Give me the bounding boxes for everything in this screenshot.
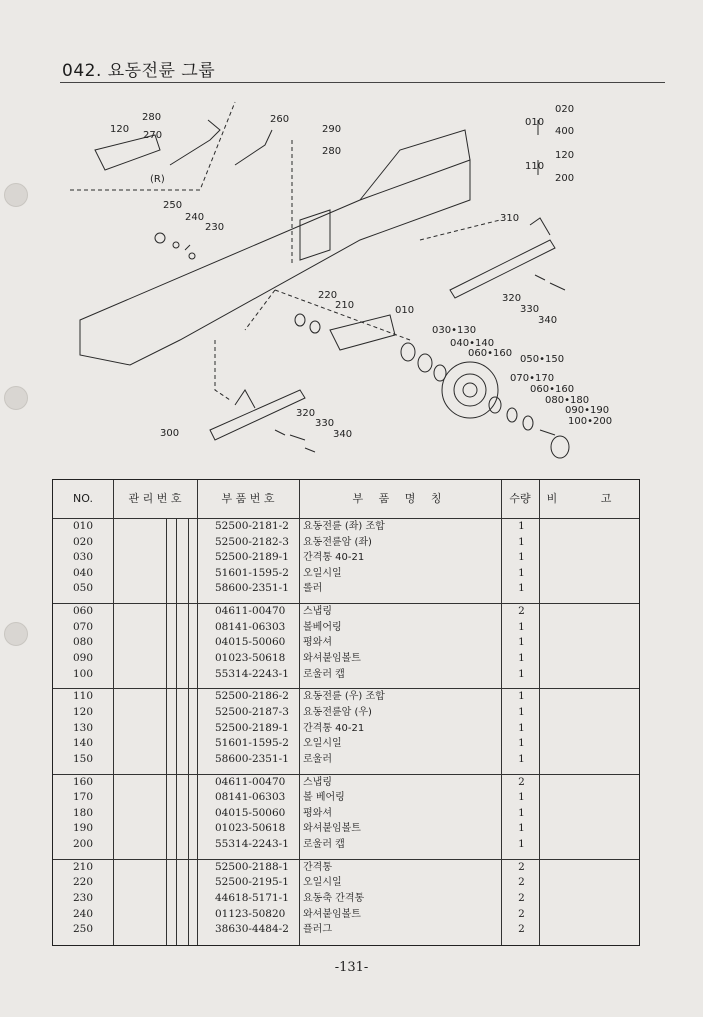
row-part-no: 52500-2189-1: [215, 551, 289, 564]
wire-part: [235, 130, 272, 165]
row-no: 030: [72, 551, 94, 564]
row-part-no: 52500-2187-3: [215, 706, 289, 718]
row-part-name: 간격통 40-21: [303, 722, 365, 734]
callout-210: 210: [335, 300, 355, 311]
row-no: 040: [72, 566, 94, 579]
row-part-name: 와셔붙임볼트: [303, 908, 361, 920]
row-part-name: 요동전륜암 (좌): [303, 536, 372, 548]
row-no: 250: [72, 923, 94, 936]
frame-beam: [80, 160, 470, 365]
callout-300: 300: [160, 428, 180, 439]
table-row: [53, 875, 639, 891]
row-qty: 1: [518, 706, 525, 718]
callout-220: 220: [318, 290, 338, 301]
swing-arm: [330, 315, 395, 350]
callout-240: 240: [185, 212, 205, 223]
row-part-name: 간격통 40-21: [303, 552, 365, 564]
row-part-no: 52500-2189-1: [215, 721, 289, 734]
row-part-no: 01023-50618: [215, 652, 286, 664]
row-part-no: 52500-2195-1: [215, 876, 289, 889]
frame-box: [300, 210, 330, 260]
page-number: -131-: [334, 960, 369, 975]
table-row: [53, 736, 639, 752]
row-part-no: 52500-2188-1: [215, 860, 289, 873]
row-part-name: 평와셔: [303, 637, 332, 649]
table-row: [53, 651, 639, 667]
callout-060-160: 060•160: [468, 348, 513, 359]
row-part-name: 요동전륜 (우) 조합: [303, 691, 385, 703]
row-no: 100: [72, 667, 94, 680]
callout-010: 010: [395, 305, 415, 316]
row-qty: 1: [518, 838, 525, 850]
row-no: 240: [72, 907, 94, 920]
row-part-no: 58600-2351-1: [215, 582, 289, 595]
row-part-no: 38630-4484-2: [215, 923, 289, 936]
assembly-020: 020: [555, 104, 575, 115]
callout-340b: 340: [333, 429, 353, 440]
row-no: 060: [72, 605, 94, 618]
row-no: 160: [72, 775, 94, 788]
row-no: 200: [72, 838, 94, 850]
callout-270: 270: [143, 130, 163, 141]
exploded-parts-diagram: [60, 90, 640, 470]
parts-table: [52, 479, 640, 946]
row-no: 210: [72, 860, 94, 873]
row-no: 120: [72, 706, 94, 718]
row-part-no: 55314-2243-1: [215, 667, 289, 680]
row-qty: 1: [518, 582, 525, 595]
callout-320b: 320: [296, 408, 316, 419]
row-no: 050: [72, 582, 94, 595]
callout-320: 320: [502, 293, 522, 304]
callout-080-180: 080•180: [545, 395, 590, 406]
row-part-name: 요동전륜 (좌) 조합: [303, 521, 385, 532]
table-row: [53, 566, 639, 582]
table-row: [53, 581, 639, 597]
table-row: [53, 705, 639, 721]
table-row: [53, 604, 639, 620]
row-qty: 1: [518, 822, 525, 835]
punch-hole: [4, 386, 28, 410]
side-label: (R): [150, 174, 165, 185]
row-part-no: 44618-5171-1: [215, 892, 289, 904]
row-no: 020: [72, 535, 94, 548]
table-row: [53, 535, 639, 551]
table-row: [53, 907, 639, 923]
row-part-no: 04611-00470: [215, 775, 286, 788]
row-qty: 2: [518, 907, 525, 920]
callout-230: 230: [205, 222, 225, 233]
callout-030-130: 030•130: [432, 325, 477, 336]
table-row: [53, 752, 639, 768]
row-no: 080: [72, 636, 94, 649]
callout-050-150: 050•150: [520, 354, 565, 365]
table-row: [53, 860, 639, 876]
table-row: [53, 519, 639, 535]
header-part-no: 부 품 번 호: [221, 492, 275, 505]
row-qty: 2: [518, 860, 525, 873]
assembly-110: 110: [525, 161, 545, 172]
row-qty: 1: [518, 721, 525, 734]
row-no: 140: [72, 737, 94, 750]
row-part-no: 55314-2243-1: [215, 838, 289, 850]
row-qty: 1: [518, 791, 525, 804]
callout-330: 330: [520, 304, 540, 315]
row-part-name: 스냅링: [303, 606, 332, 618]
row-qty: 1: [518, 652, 525, 664]
callout-280b: 280: [322, 146, 342, 157]
row-qty: 2: [518, 605, 525, 618]
row-part-name: 롤러: [303, 583, 323, 595]
row-part-no: 04015-50060: [215, 806, 286, 819]
row-part-no: 51601-1595-2: [215, 566, 289, 579]
table-row: [53, 721, 639, 737]
row-part-name: 간격통: [303, 861, 332, 873]
header-qty: 수량: [509, 492, 531, 505]
row-no: 190: [72, 822, 94, 835]
header-part-name: 부 품 명 칭: [352, 492, 448, 505]
assembly-010: 010: [525, 117, 545, 128]
bracket-310: [450, 240, 555, 298]
row-qty: 1: [518, 806, 525, 819]
row-qty: 2: [518, 892, 525, 904]
row-no: 010: [72, 520, 94, 532]
row-no: 170: [72, 791, 94, 804]
bracket-300: [210, 390, 305, 440]
row-part-name: 오일시일: [303, 877, 342, 889]
row-part-no: 52500-2182-3: [215, 535, 289, 548]
row-part-no: 08141-06303: [215, 620, 286, 633]
row-part-no: 01023-50618: [215, 822, 286, 835]
row-qty: 1: [518, 667, 525, 680]
row-qty: 1: [518, 620, 525, 633]
row-part-no: 52500-2186-2: [215, 690, 289, 703]
row-no: 130: [72, 721, 94, 734]
row-qty: 1: [518, 566, 525, 579]
row-no: 090: [72, 652, 94, 664]
title-underline: [60, 82, 665, 83]
callout-290: 290: [322, 124, 342, 135]
row-qty: 1: [518, 551, 525, 564]
table-row: [53, 635, 639, 651]
assembly-120: 120: [555, 150, 575, 161]
callout-330b: 330: [315, 418, 335, 429]
row-part-name: 볼베어링: [303, 621, 342, 633]
assembly-200: 200: [555, 173, 575, 184]
page-title: 042. 요동전륜 그룹: [62, 61, 216, 81]
row-qty: 2: [518, 775, 525, 788]
row-no: 150: [72, 752, 94, 765]
table-row: [53, 667, 639, 683]
table-row: [53, 790, 639, 806]
row-qty: 2: [518, 876, 525, 889]
row-part-no: 01123-50820: [215, 907, 286, 920]
assembly-400: 400: [555, 126, 575, 137]
callout-090-190: 090•190: [565, 405, 610, 416]
row-part-no: 58600-2351-1: [215, 752, 289, 765]
row-part-name: 와셔붙임볼트: [303, 823, 361, 835]
table-row: [53, 806, 639, 822]
table-row: [53, 837, 639, 853]
row-part-no: 04611-00470: [215, 605, 286, 618]
callout-120: 120: [110, 124, 130, 135]
callout-340: 340: [538, 315, 558, 326]
callout-100-200: 100•200: [568, 416, 613, 427]
row-part-no: 51601-1595-2: [215, 737, 289, 750]
row-part-name: 와셔붙임볼트: [303, 653, 361, 664]
callout-260: 260: [270, 114, 290, 125]
row-no: 220: [72, 876, 94, 889]
header-remarks: 비 고: [546, 492, 632, 505]
table-row: [53, 550, 639, 566]
table-row: [53, 620, 639, 636]
row-part-no: 52500-2181-2: [215, 520, 289, 532]
row-qty: 1: [518, 752, 525, 765]
row-part-name: 오일시일: [303, 567, 342, 579]
row-part-no: 08141-06303: [215, 791, 286, 804]
punch-hole: [4, 183, 28, 207]
callout-060-160b: 060•160: [530, 384, 575, 395]
row-part-name: 로울러 캡: [303, 668, 345, 680]
row-qty: 1: [518, 535, 525, 548]
row-no: 070: [72, 620, 94, 633]
row-qty: 2: [518, 923, 525, 936]
row-no: 180: [72, 806, 94, 819]
row-part-name: 플러그: [303, 924, 332, 936]
row-part-name: 요동축 간격통: [303, 893, 365, 904]
row-no: 230: [72, 892, 94, 904]
row-part-name: 스냅링: [303, 776, 332, 788]
row-qty: 1: [518, 520, 525, 532]
row-qty: 1: [518, 737, 525, 750]
header-no: NO.: [73, 492, 93, 505]
row-part-name: 오일시일: [303, 738, 342, 750]
punch-hole: [4, 622, 28, 646]
row-part-no: 04015-50060: [215, 636, 286, 649]
header-mgmt-no: 관 리 번 호: [128, 492, 182, 505]
row-part-name: 볼 베어링: [303, 792, 345, 804]
callout-070-170: 070•170: [510, 373, 555, 384]
row-no: 110: [72, 690, 94, 703]
table-row: [53, 689, 639, 705]
callout-250: 250: [163, 200, 183, 211]
callout-280: 280: [142, 112, 162, 123]
row-qty: 1: [518, 690, 525, 703]
callout-040-140: 040•140: [450, 338, 495, 349]
callout-310: 310: [500, 213, 520, 224]
row-qty: 1: [518, 636, 525, 649]
table-row: [53, 891, 639, 907]
row-part-name: 평와셔: [303, 807, 332, 819]
row-part-name: 로울러 캡: [303, 839, 345, 850]
row-part-name: 요동전륜암 (우): [303, 707, 372, 718]
table-row: [53, 821, 639, 837]
table-row: [53, 922, 639, 938]
row-part-name: 로울러: [303, 753, 332, 765]
table-row: [53, 775, 639, 791]
frame-upper: [360, 130, 470, 200]
